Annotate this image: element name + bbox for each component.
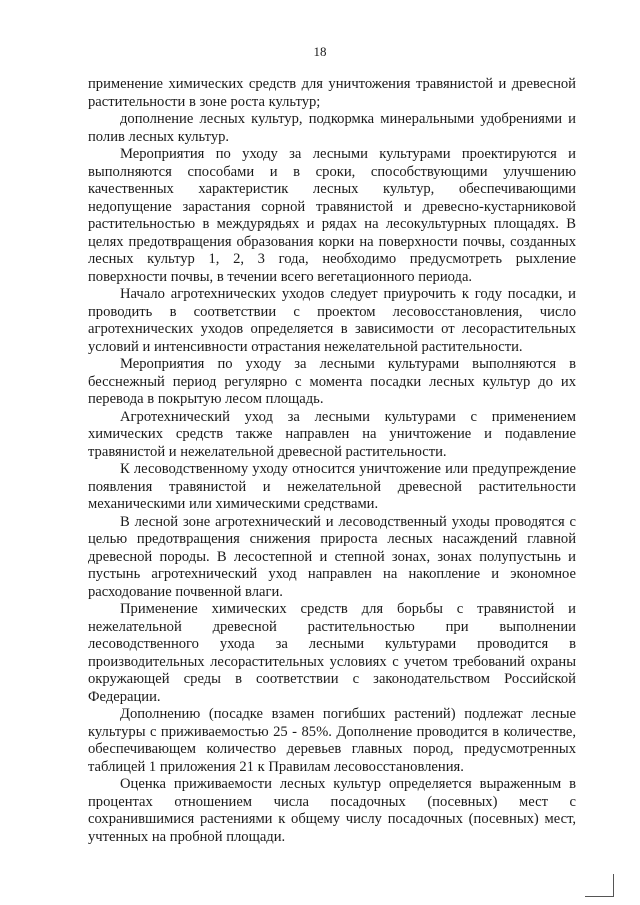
page-number: 18 <box>313 44 327 59</box>
page-corner-mark <box>585 874 614 897</box>
paragraph-care-measures-design: Мероприятия по уходу за лесными культурами проектируются и выполняются способами и в сроки, способствующими улучшению качественных характеристик лесных культур, обеспечивающими недопущение зарастания сорной травянистой и древесно-кустарниковой растительностью в междурядьях и рядах на лесокультурных площадях. В целях предотвращения образования корки на поверхности почвы, созданных лесных культур 1, 2, 3 года, необходимо предусмотреть рыхление поверхности почвы, в течении всего вегетационного периода. <box>88 146 576 285</box>
paragraph-silvicultural-care: К лесоводственному уходу относится уничтожение или предупреждение появления травянистой и нежелательной древесной растительности механическими или химическими средствами. <box>88 461 576 512</box>
paragraph-supplement-rate: Дополнению (посадке взамен погибших растений) подлежат лесные культуры с приживаемостью 25 - 85%. Дополнение проводится в количестве, обеспечивающем количество деревьев главных пород, предусмотренных таблицей 1 приложения 21 к Правилам лесовосстановления. <box>88 706 576 775</box>
paragraph-supplement-fertilize: дополнение лесных культур, подкормка минеральными удобрениями и полив лесных культур. <box>88 111 576 145</box>
paragraph-snowless-period: Мероприятия по уходу за лесными культурами выполняются в бесснежный период регулярно с момента посадки лесных культур до их перевода в покрытую лесом площадь. <box>88 356 576 407</box>
paragraph-forest-zone: В лесной зоне агротехнический и лесоводственный уходы проводятся с целью предотвращения снижения прироста лесных насаждений главной древесной породы. В лесостепной и степной зонах, зонах полупустынь и пустынь агротехнический уход направлен на накопление и экономное расходование почвенной влаги. <box>88 513 576 600</box>
paragraph-chemical-silvicultural: Применение химических средств для борьбы с травянистой и нежелательной древесной растительностью при выполнении лесоводственного ухода за лесными культурами проводится в производительных лесорастительных условиях с учетом требований охраны окружающей среды в соответствии с законодательством Российской Федерации. <box>88 601 576 705</box>
paragraph-herbicide-use: применение химических средств для уничтожения травянистой и древесной растительности в зоне роста культур; <box>88 76 576 110</box>
paragraph-survival-assessment: Оценка приживаемости лесных культур определяется выраженным в процентах отношением числа посадочных (посевных) мест с сохранившимися растениями к общему числу посадочных (посевных) мест, учтенных на пробной площади. <box>88 776 576 845</box>
paragraph-agrotech-start: Начало агротехнических уходов следует приурочить к году посадки, и проводить в соответствии с проектом лесовосстановления, число агротехнических уходов определяется в зависимости от лесорастительных условий и интенсивности отрастания нежелательной растительности. <box>88 286 576 355</box>
paragraph-chemical-agrotech: Агротехнический уход за лесными культурами с применением химических средств также направлен на уничтожение и подавление травянистой и нежелательной древесной растительности. <box>88 408 576 460</box>
document-body <box>88 76 576 846</box>
